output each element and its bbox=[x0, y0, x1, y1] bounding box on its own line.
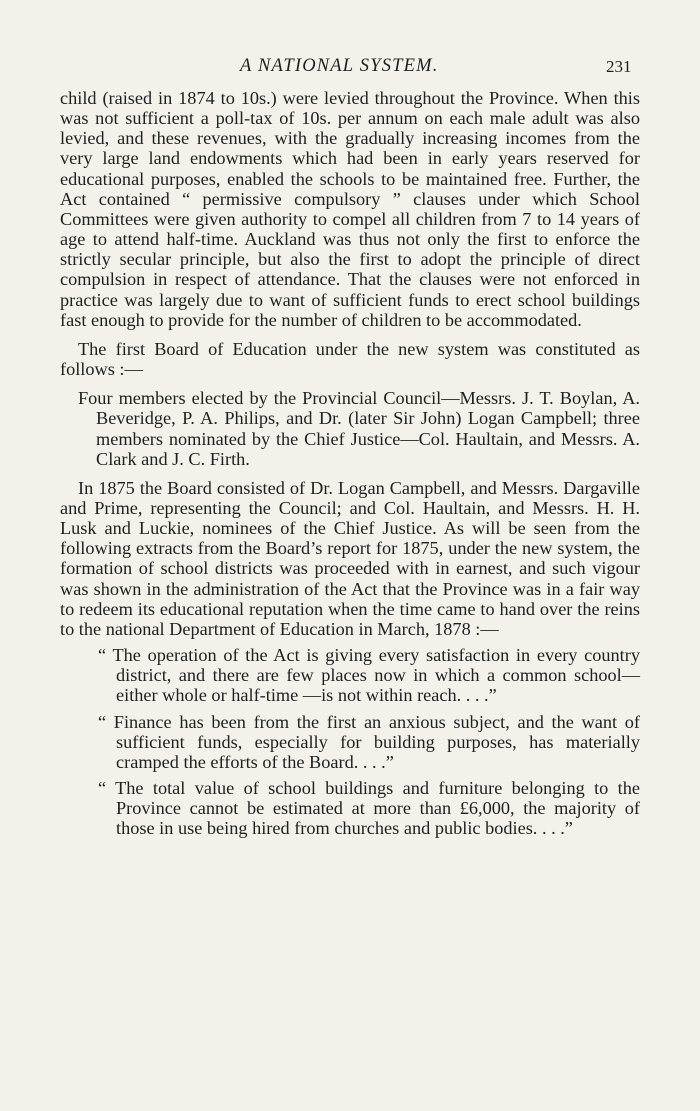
body-text bbox=[60, 88, 640, 838]
page-number: 231 bbox=[606, 57, 632, 76]
quote-finance: “ Finance has been from the first an anxious subject, and the want of sufficient funds, especially for building purposes, has materially cramped the efforts of the Board. . . .” bbox=[98, 711, 640, 772]
quote-operation: “ The operation of the Act is giving every satisfaction in every country district, and there are few places now in which a common school—either whole or half-time —is not within reach. . . .” bbox=[98, 645, 640, 706]
running-title: A NATIONAL SYSTEM. bbox=[240, 56, 439, 76]
page-header bbox=[0, 56, 700, 82]
paragraph-continuation: child (raised in 1874 to 10s.) were levied throughout the Province. When this was not sufficient a poll-tax of 10s. per annum on each male adult was also levied, and these revenues, with the gradually increasing incomes from the very large land endowments which had been in early years reserved for educational purposes, enabled the schools to be maintained free. Further, the Act contained “ permissive compulsory ” clauses under which School Committees were given authority to compel all children from 7 to 14 years of age to attend half-time. Auckland was thus not only the first to enforce the strictly secular principle, but also the first to adopt the principle of direct compulsion in respect of attendance. That the clauses were not enforced in practice was largely due to want of sufficient funds to erect school buildings fast enough to provide for the number of children to be accommodated. bbox=[60, 88, 640, 330]
paragraph-board-members: Four members elected by the Provincial Council—Messrs. J. T. Boylan, A. Beveridge, P. A. Philips, and Dr. (later Sir John) Logan Campbell; three members nominated by the Chief Justice—Col. Haultain, and Messrs. A. Clark and J. C. Firth. bbox=[78, 388, 640, 469]
paragraph-board-intro: The first Board of Education under the new system was constituted as follows :— bbox=[60, 338, 640, 380]
paragraph-1875-board: In 1875 the Board consisted of Dr. Logan Campbell, and Messrs. Dargaville and Prime, representing the Council; and Col. Haultain, and Messrs. H. H. Lusk and Luckie, nominees of the Chief Justice. As will be seen from the following extracts from the Board’s report for 1875, under the new system, the formation of school districts was proceeded with in earnest, and such vigour was shown in the administration of the Act that the Province was in a fair way to redeem its educational reputation when the time came to hand over the reins to the national Department of Education in March, 1878 :— bbox=[60, 477, 640, 639]
quote-buildings: “ The total value of school buildings and furniture belonging to the Province cannot be estimated at more than £6,000, the majority of those in use being hired from churches and public bodies. . . .” bbox=[98, 778, 640, 839]
